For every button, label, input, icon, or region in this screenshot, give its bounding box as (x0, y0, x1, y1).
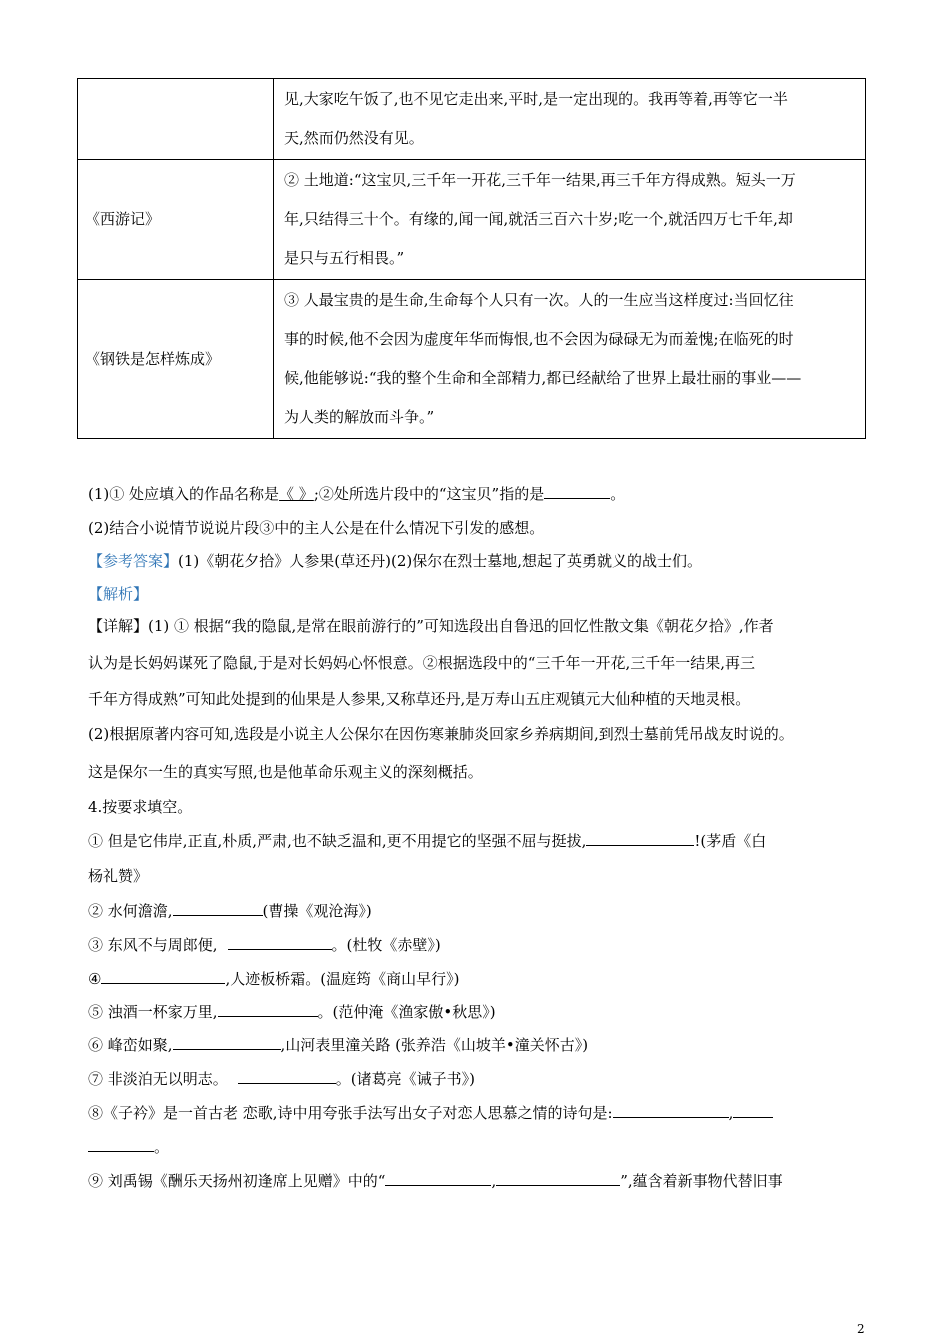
item-text: , (728, 1104, 734, 1122)
item-text: ① 但是它伟岸,正直,朴质,严肃,也不缺乏温和,更不用提它的坚强不屈与挺拔, (88, 832, 587, 850)
item-text: 。(范仲淹《渔家傲•秋思》) (317, 1003, 496, 1021)
excerpt-cell (274, 79, 866, 160)
question-3-sub2: (2)结合小说情节说说片段③中的主人公是在什么情况下引发的感想。 (88, 519, 545, 537)
detail-line: 认为是长妈妈谋死了隐鼠,于是对长妈妈心怀恨意。②根据选段中的“三千年一开花,三千年一结果,再三 (88, 654, 755, 672)
item-text: ⑨ 刘禹锡《酬乐天扬州初逢席上见赠》中的“ (88, 1172, 386, 1190)
fill-blank[interactable] (173, 1035, 281, 1050)
fill-blank[interactable] (173, 901, 263, 916)
fill-item (88, 1137, 169, 1157)
table-row (78, 280, 866, 439)
excerpt-line: 为人类的解放而斗争。” (284, 408, 435, 426)
works-table (77, 78, 866, 439)
excerpt-line: 事的时候,他不会因为虚度年华而悔恨,也不会因为碌碌无为而羞愧;在临死的时 (284, 330, 794, 348)
fill-item (88, 1171, 783, 1191)
item-text: ④ (88, 970, 102, 988)
fill-item (88, 831, 766, 851)
item-text: ,人迹板桥霜。(温庭筠《商山早行》) (225, 970, 460, 988)
work-name-cell: 《钢铁是怎样炼成》 (78, 280, 274, 439)
page-number: 2 (857, 1322, 865, 1336)
item-text: 。 (154, 1138, 170, 1156)
fill-item (88, 1002, 496, 1022)
fill-item: 杨礼赞》 (88, 867, 149, 885)
fill-item (88, 1103, 773, 1123)
excerpt-line: ③ 人最宝贵的是生命,生命每个人只有一次。人的一生应当这样度过:当回忆往 (284, 291, 794, 309)
fill-blank[interactable] (88, 1137, 154, 1152)
fill-item (88, 935, 441, 955)
fill-blank[interactable] (218, 1002, 318, 1017)
excerpt-line: 是只与五行相畏。” (284, 249, 405, 267)
work-title-blank[interactable]: 《 》 (279, 485, 314, 503)
item-text: ”,蕴含着新事物代替旧事 (620, 1172, 783, 1190)
excerpt-cell (274, 160, 866, 280)
item-text: , (491, 1172, 497, 1190)
work-name-cell: 《西游记》 (78, 160, 274, 280)
excerpt-line: 天,然而仍然没有见。 (284, 129, 424, 147)
fill-blank[interactable] (238, 1069, 336, 1084)
item-text: ⑥ 峰峦如聚, (88, 1036, 173, 1054)
item-text: ⑤ 浊酒一杯家万里, (88, 1003, 218, 1021)
item-text: 。(诸葛亮《诫子书》) (335, 1070, 475, 1088)
excerpt-cell (274, 280, 866, 439)
detail-line: (2)根据原著内容可知,选段是小说主人公保尔在因伤寒兼肺炎回家乡养病期间,到烈士墓前凭吊战友时说的。 (88, 725, 794, 743)
table-row (78, 160, 866, 280)
detail-label: 【详解】 (88, 617, 149, 635)
excerpt-line: 见,大家吃午饭了,也不见它走出来,平时,是一定出现的。我再等着,再等它一半 (284, 90, 788, 108)
analysis-label: 【解析】 (88, 585, 149, 603)
excerpt-line: ② 土地道:“这宝贝,三千年一开花,三千年一结果,再三千年方得成熟。短头一万 (284, 171, 796, 189)
excerpt-line: 年,只结得三十个。有缘的,闻一闻,就活三百六十岁;吃一个,就活四万七千年,却 (284, 210, 793, 228)
work-name-cell (78, 79, 274, 160)
detail-line: 这是保尔一生的真实写照,也是他革命乐观主义的深刻概括。 (88, 763, 483, 781)
question-3-sub1 (88, 484, 625, 504)
question-text: (1)① 处应填入的作品名称是 (88, 485, 280, 503)
item-text: ③ 东风不与周郎便, (88, 936, 218, 954)
answer-text: (1)《朝花夕拾》人参果(草还丹)(2)保尔在烈士墓地,想起了英勇就义的战士们。 (178, 552, 702, 570)
fill-blank[interactable] (544, 484, 610, 499)
reference-answer (88, 551, 702, 571)
question-text: 。 (610, 485, 626, 503)
detail-text: (1) ① 根据“我的隐鼠,是常在眼前游行的”可知选段出自鲁迅的回忆性散文集《朝花夕拾》,作者 (148, 617, 774, 635)
item-text: ⑧《子衿》是一首古老 恋歌,诗中用夸张手法写出女子对恋人思慕之情的诗句是: (88, 1104, 613, 1122)
fill-item (88, 1069, 475, 1089)
item-text: ,山河表里潼关路 (张养浩《山坡羊•潼关怀古》) (280, 1036, 589, 1054)
fill-blank[interactable] (733, 1103, 773, 1118)
fill-item (88, 1035, 588, 1055)
fill-blank[interactable] (101, 969, 225, 984)
item-text: !(茅盾《白 (694, 832, 767, 850)
fill-blank[interactable] (228, 935, 332, 950)
item-text: 。(杜牧《赤壁》) (331, 936, 441, 954)
excerpt-line: 候,他能够说:“我的整个生命和全部精力,都已经献给了世界上最壮丽的事业—— (284, 369, 802, 387)
item-text: (曹操《观沧海》) (262, 902, 372, 920)
item-text: ② 水何澹澹, (88, 902, 173, 920)
detail-line: 千年方得成熟”可知此处提到的仙果是人参果,又称草还丹,是万寿山五庄观镇元大仙种植的天地灵根。 (88, 690, 751, 708)
fill-item (88, 969, 459, 989)
question-text: ;②处所选片段中的“这宝贝”指的是 (313, 485, 545, 503)
table-row (78, 79, 866, 160)
question-4-heading: 4.按要求填空。 (88, 798, 193, 816)
fill-blank[interactable] (613, 1103, 729, 1118)
fill-blank[interactable] (586, 831, 694, 846)
fill-item (88, 901, 372, 921)
answer-label: 【参考答案】 (88, 552, 179, 570)
fill-blank[interactable] (385, 1171, 491, 1186)
fill-blank[interactable] (496, 1171, 620, 1186)
detail-line (88, 616, 774, 636)
item-text: ⑦ 非淡泊无以明志。 (88, 1070, 228, 1088)
